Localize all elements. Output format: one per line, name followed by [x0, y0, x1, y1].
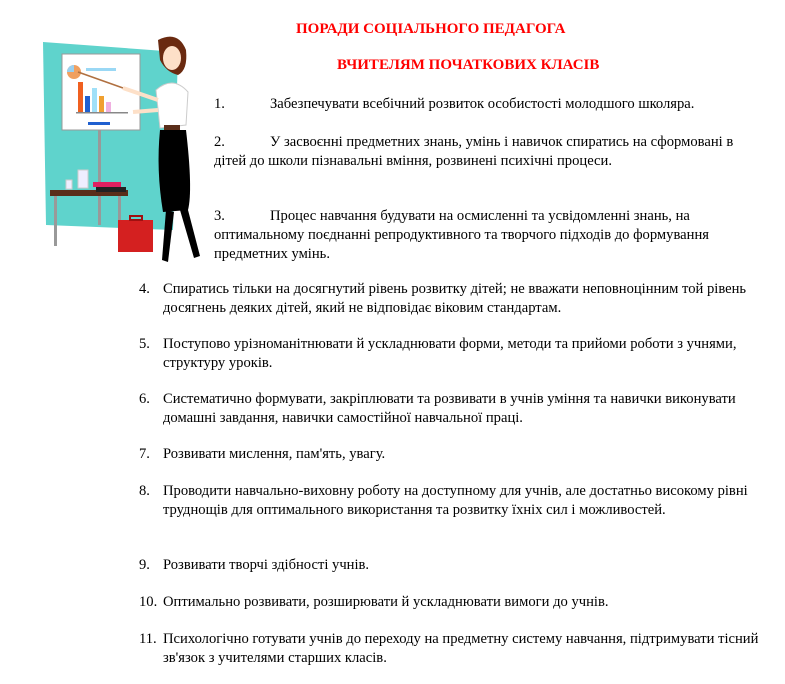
list-number: 11.	[139, 631, 157, 647]
list-number: 3.	[214, 208, 225, 224]
list-text: Проводити навчально-виховну роботу на доступному для учнів, але достатньо високому рівні труднощів для оптимального використання та розвитку їхніх сил і можливостей.	[163, 483, 748, 518]
list-text: У засвоєнні предметних знань, умінь і навичок спиратись на сформовані в дітей до школи пізнавальні вміння, розвинені психічні процеси.	[214, 134, 734, 169]
list-number: 10.	[139, 594, 158, 610]
list-item-10	[139, 593, 759, 612]
page-title-line-2: ВЧИТЕЛЯМ ПОЧАТКОВИХ КЛАСІВ	[337, 57, 600, 73]
list-text: Психологічно готувати учнів до переходу на предметну систему навчання, підтримувати тісний зв'язок з учителями старших класів.	[163, 631, 759, 666]
list-number: 4.	[139, 281, 150, 297]
list-text: Забезпечувати всебічний розвиток особистості молодшого школяра.	[270, 96, 695, 112]
list-item-8	[139, 482, 759, 520]
list-item-4	[139, 280, 759, 318]
list-item-3	[214, 207, 729, 264]
list-item-1	[214, 95, 754, 114]
list-item-6	[139, 390, 759, 428]
list-item-11	[139, 630, 759, 668]
list-text: Розвивати мислення, пам'ять, увагу.	[163, 446, 386, 462]
list-item-2	[214, 133, 734, 171]
page-title-line-1: ПОРАДИ СОЦІАЛЬНОГО ПЕДАГОГА	[296, 21, 566, 37]
list-number: 8.	[139, 483, 150, 499]
list-text: Процес навчання будувати на осмисленні та усвідомленні знань, на оптимальному поєднанні репродуктивного та творчого підходів до формування предметних умінь.	[214, 208, 709, 262]
list-text: Поступово урізноманітнювати й ускладнювати форми, методи та прийоми роботи з учнями, структуру уроків.	[163, 336, 737, 371]
list-item-5	[139, 335, 759, 373]
list-number: 2.	[214, 134, 225, 150]
list-item-9	[139, 556, 759, 575]
list-number: 5.	[139, 336, 150, 352]
list-number: 9.	[139, 557, 150, 573]
list-text: Оптимально розвивати, розширювати й ускладнювати вимоги до учнів.	[163, 594, 609, 610]
list-text: Спиратись тільки на досягнутий рівень розвитку дітей; не вважати неповноцінним той рівень досягнень деяких дітей, який не відповідає віковим стандартам.	[163, 281, 747, 316]
list-number: 6.	[139, 391, 150, 407]
list-number: 7.	[139, 446, 150, 462]
list-item-7	[139, 445, 759, 464]
teacher-illustration	[38, 30, 218, 270]
list-text: Систематично формувати, закріплювати та розвивати в учнів уміння та навички виконувати домашні завдання, навички самостійної навчальної праці.	[163, 391, 736, 426]
list-number: 1.	[214, 96, 225, 112]
list-text: Розвивати творчі здібності учнів.	[163, 557, 370, 573]
